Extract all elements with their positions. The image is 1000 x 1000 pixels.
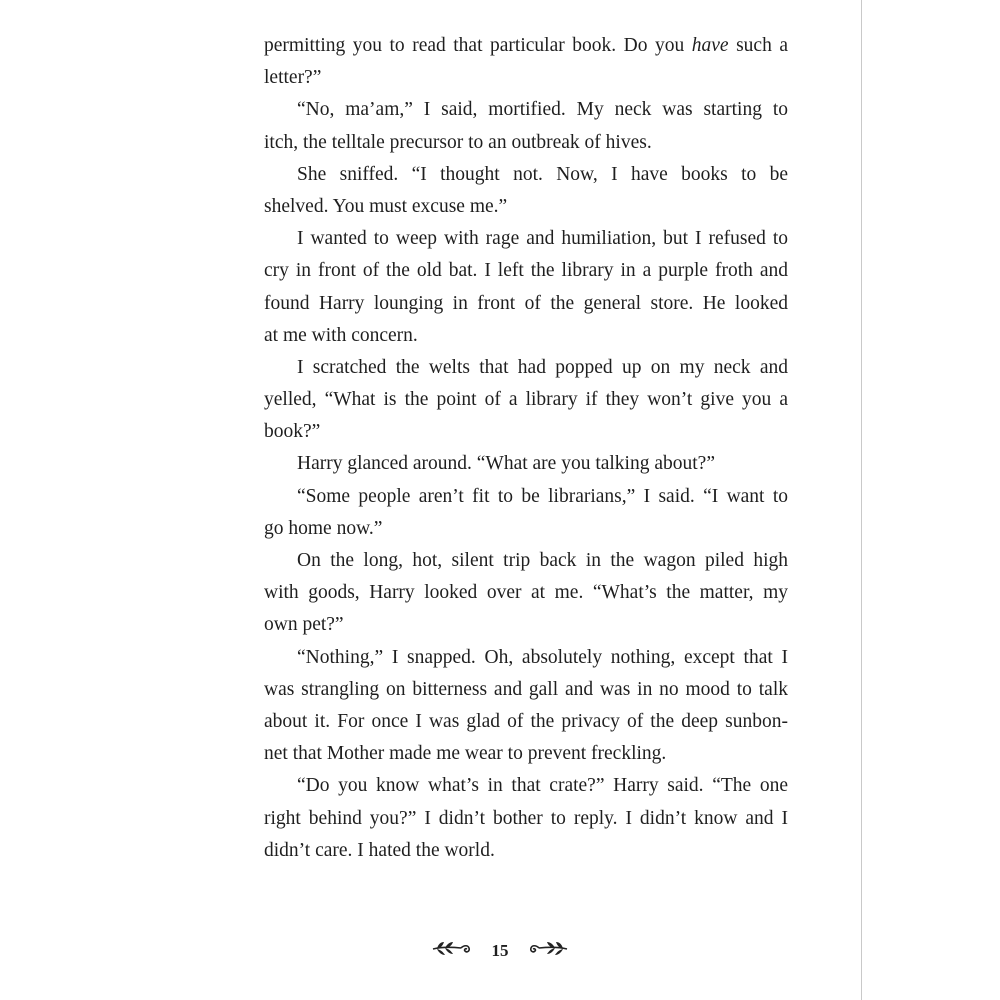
text-line: about it. For once I was glad of the privacy of the deep sunbon- [264, 710, 788, 732]
text-line: didn’t care. I hated the world. [264, 839, 495, 861]
text-line: book?” [264, 421, 321, 443]
text-line: with goods, Harry looked over at me. “What’s the matter, my [264, 582, 788, 604]
text-line: “Do you know what’s in that crate?” Harry said. “The one [297, 775, 788, 797]
text-line: On the long, hot, silent trip back in the wagon piled high [297, 550, 788, 571]
text-line: own pet?” [264, 614, 344, 636]
text-line: shelved. You must excuse me.” [264, 195, 508, 217]
text-segment: such a [728, 35, 788, 56]
text-line: yelled, “What is the point of a library if they won’t give you a [264, 389, 788, 411]
page-footer [0, 938, 1000, 963]
text-line: She sniffed. “I thought not. Now, I have books to be [297, 163, 788, 185]
text-line: cry in front of the old bat. I left the library in a purple froth and [264, 260, 788, 282]
body-text [264, 30, 788, 867]
text-line: I wanted to weep with rage and humiliation, but I refused to [297, 228, 788, 250]
text-line: was strangling on bitterness and gall and was in no mood to talk [264, 678, 788, 700]
text-line: I scratched the welts that had popped up on my neck and [297, 356, 788, 378]
text-line: “No, ma’am,” I said, mortified. My neck was starting to [297, 99, 788, 121]
emphasis-word: have [691, 35, 729, 56]
text-line: “Nothing,” I snapped. Oh, absolutely nothing, except that I [297, 646, 788, 668]
leaf-flourish-left-icon [431, 938, 477, 963]
text-line: letter?” [264, 67, 322, 89]
text-line [264, 30, 788, 62]
leaf-flourish-right-icon [523, 938, 569, 963]
text-line: “Some people aren’t fit to be librarians,” I said. “I want to [297, 485, 788, 507]
text-line: Harry glanced around. “What are you talking about?” [297, 453, 715, 475]
text-line: itch, the telltale precursor to an outbreak of hives. [264, 131, 652, 153]
text-line: net that Mother made me wear to prevent freckling. [264, 743, 667, 765]
text-line: go home now.” [264, 517, 383, 539]
text-line: found Harry lounging in front of the general store. He looked [264, 292, 788, 314]
text-line: right behind you?” I didn’t bother to reply. I didn’t know and I [264, 807, 788, 829]
text-segment: permitting you to read that particular book. Do you [264, 35, 692, 56]
page-edge-divider [861, 0, 862, 1000]
page-number: 15 [491, 940, 509, 960]
text-line: at me with concern. [264, 324, 418, 346]
